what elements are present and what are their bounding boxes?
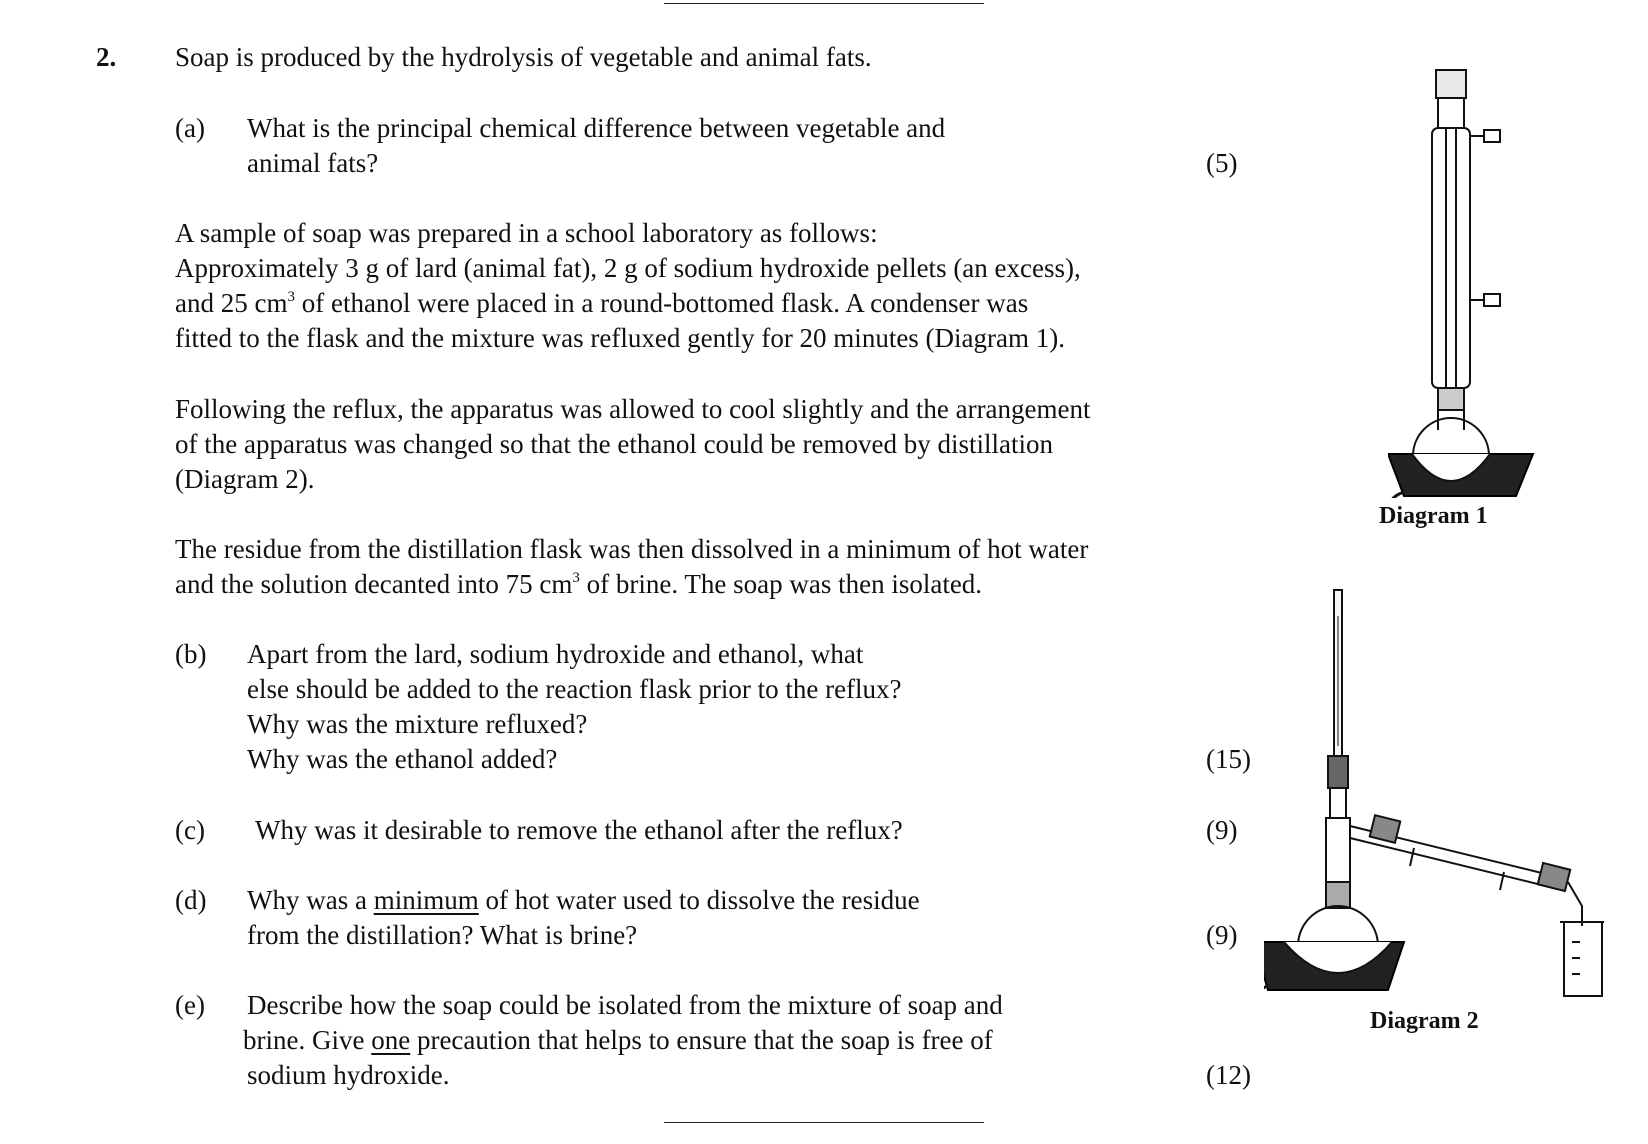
paragraph-3-line-2-post: of brine. The soap was then isolated. [579, 569, 983, 599]
unit-superscript: 3 [287, 289, 295, 305]
part-e-line-2 [243, 1023, 993, 1058]
underlined-minimum: minimum [373, 885, 479, 915]
paragraph-3-line-2 [175, 567, 982, 602]
part-e-line-2-post: precaution that helps to ensure that the soap is free of [410, 1025, 993, 1055]
part-b-marks: (15) [1206, 744, 1251, 774]
unit-superscript: 3 [572, 570, 580, 586]
part-b-line-2: else should be added to the reaction flask prior to the reflux? [247, 674, 902, 704]
diagram-1-reflux-apparatus [1388, 68, 1568, 498]
paragraph-1-line-3-post: of ethanol were placed in a round-bottomed flask. A condenser was [294, 288, 1029, 318]
part-d-marks: (9) [1206, 920, 1238, 950]
bottom-rule [664, 1122, 984, 1123]
paragraph-2-line-1: Following the reflux, the apparatus was allowed to cool slightly and the arrangement [175, 394, 1091, 424]
part-a-line-2: animal fats? [247, 148, 379, 178]
underlined-one: one [371, 1025, 411, 1055]
part-d-line-2: from the distillation? What is brine? [247, 920, 638, 950]
part-d-line-1 [247, 883, 920, 918]
part-a-line-1: What is the principal chemical difference between vegetable and [247, 113, 946, 143]
part-a-label: (a) [175, 113, 205, 143]
paragraph-1-line-3-pre: and 25 cm [175, 288, 288, 318]
question-number: 2. [96, 42, 117, 72]
part-e-line-2-pre: brine. Give [243, 1025, 372, 1055]
paragraph-2-line-2: of the apparatus was changed so that the ethanol could be removed by distillation [175, 429, 1054, 459]
part-e-marks: (12) [1206, 1060, 1251, 1090]
part-c-marks: (9) [1206, 815, 1238, 845]
part-b-label: (b) [175, 639, 207, 669]
paragraph-2-line-3: (Diagram 2). [175, 464, 315, 494]
part-b-line-3: Why was the mixture refluxed? [247, 709, 588, 739]
diagram-2-distillation-apparatus [1264, 586, 1604, 1006]
part-c-label: (c) [175, 815, 205, 845]
diagram-1-caption: Diagram 1 [1379, 503, 1488, 529]
part-e-line-1: Describe how the soap could be isolated from the mixture of soap and [247, 990, 1003, 1020]
part-b-line-4: Why was the ethanol added? [247, 744, 558, 774]
paragraph-1-line-4: fitted to the flask and the mixture was refluxed gently for 20 minutes (Diagram 1). [175, 323, 1065, 353]
paragraph-1-line-2: Approximately 3 g of lard (animal fat), 2 g of sodium hydroxide pellets (an excess), [175, 253, 1081, 283]
part-e-line-3: sodium hydroxide. [247, 1060, 450, 1090]
part-c-text: Why was it desirable to remove the ethanol after the reflux? [255, 815, 903, 845]
paragraph-3-line-1: The residue from the distillation flask was then dissolved in a minimum of hot water [175, 534, 1089, 564]
paragraph-1-line-1: A sample of soap was prepared in a school laboratory as follows: [175, 218, 878, 248]
part-d-line-1-post: of hot water used to dissolve the residue [478, 885, 920, 915]
question-stem: Soap is produced by the hydrolysis of vegetable and animal fats. [175, 42, 872, 72]
part-e-label: (e) [175, 990, 205, 1020]
part-a-marks: (5) [1206, 148, 1238, 178]
paragraph-3-line-2-pre: and the solution decanted into 75 cm [175, 569, 573, 599]
part-d-line-1-pre: Why was a [247, 885, 374, 915]
top-rule [664, 3, 984, 4]
paragraph-1-line-3 [175, 286, 1028, 321]
diagram-2-caption: Diagram 2 [1370, 1008, 1479, 1034]
part-b-line-1: Apart from the lard, sodium hydroxide and ethanol, what [247, 639, 864, 669]
part-d-label: (d) [175, 885, 207, 915]
